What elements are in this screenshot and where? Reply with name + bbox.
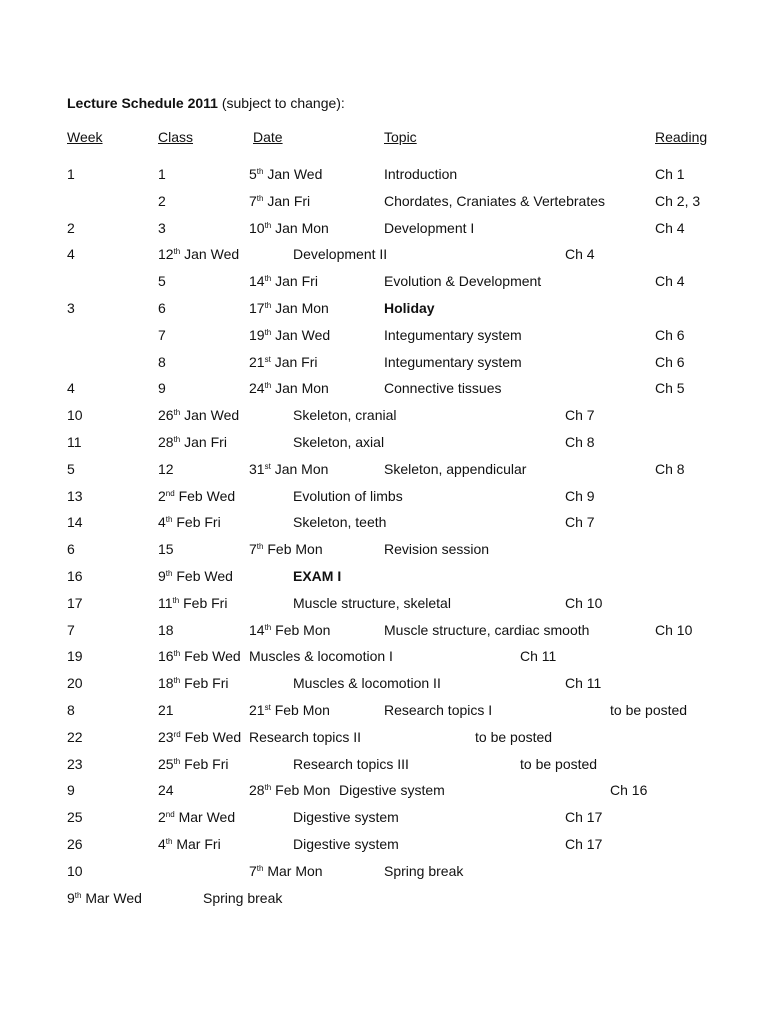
- schedule-cell: 20: [67, 675, 83, 692]
- date-ordinal-suffix: th: [165, 569, 173, 578]
- schedule-date: 19th Jan Wed: [249, 326, 331, 343]
- date-ordinal-suffix: th: [173, 247, 181, 257]
- schedule-cell: 6: [158, 300, 166, 316]
- schedule-cell: Integumentary system: [384, 326, 522, 343]
- date-ordinal-suffix: th: [256, 167, 264, 176]
- schedule-cell: Muscles & locomotion I: [249, 648, 393, 665]
- schedule-cell: Ch 7: [565, 514, 595, 531]
- schedule-cell: 1: [158, 166, 166, 182]
- header-class: Class: [158, 129, 194, 145]
- schedule-cell: Ch 8: [655, 460, 685, 477]
- schedule-date: 26th Jan Wed: [158, 407, 240, 424]
- schedule-cell: to be posted: [520, 755, 598, 772]
- schedule-cell: Muscles & locomotion II: [293, 675, 441, 692]
- schedule-cell: 11: [67, 434, 82, 450]
- schedule-cell: to be posted: [610, 702, 688, 718]
- date-ordinal-suffix: th: [172, 595, 180, 605]
- schedule-cell: 21: [158, 702, 174, 718]
- schedule-cell: 12: [158, 460, 174, 477]
- schedule-cell: Skeleton, appendicular: [384, 460, 527, 477]
- schedule-date: 17th Jan Mon: [249, 300, 329, 316]
- schedule-date: 18th Feb Fri: [158, 675, 229, 692]
- schedule-cell: 13: [67, 487, 83, 504]
- date-ordinal-suffix: th: [256, 542, 264, 552]
- schedule-cell: 2: [67, 219, 75, 236]
- schedule-cell: 7: [158, 326, 166, 343]
- title-note: (subject to change):: [217, 95, 345, 111]
- schedule-date: 31st Jan Mon: [249, 460, 329, 477]
- schedule-cell: 3: [158, 219, 166, 236]
- schedule-cell: 1: [67, 166, 75, 182]
- schedule-cell: 8: [67, 702, 75, 718]
- schedule-date: 14th Feb Mon: [249, 621, 331, 638]
- schedule-cell: Integumentary system: [384, 353, 522, 370]
- date-ordinal-suffix: th: [173, 676, 181, 686]
- schedule-cell: Introduction: [384, 166, 458, 182]
- schedule-date: 28th Jan Fri: [158, 434, 227, 450]
- date-ordinal-suffix: rd: [173, 729, 181, 739]
- schedule-date: 16th Feb Wed: [158, 648, 241, 665]
- schedule-title: [67, 95, 345, 111]
- schedule-cell: Muscle structure, skeletal: [293, 594, 451, 611]
- schedule-cell: Chordates, Craniates & Vertebrates: [384, 192, 606, 209]
- schedule-cell: 24: [158, 782, 174, 799]
- schedule-cell: Digestive system: [339, 782, 445, 799]
- schedule-cell: 2: [158, 192, 166, 209]
- date-ordinal-suffix: th: [173, 435, 181, 444]
- schedule-date: 24th Jan Mon: [249, 380, 329, 397]
- schedule-cell: Revision session: [384, 541, 490, 558]
- schedule-date: 5th Jan Wed: [249, 166, 323, 182]
- schedule-cell: Evolution & Development: [384, 273, 542, 290]
- schedule-cell: Research topics I: [384, 702, 493, 718]
- schedule-cell: Development I: [384, 219, 475, 236]
- schedule-cell: 26: [67, 836, 83, 852]
- schedule-cell: 17: [67, 594, 83, 611]
- schedule-cell: Skeleton, teeth: [293, 514, 387, 531]
- schedule-cell: 22: [67, 728, 83, 745]
- schedule-date: 2nd Mar Wed: [158, 809, 236, 826]
- schedule-date: 2nd Feb Wed: [158, 487, 236, 504]
- schedule-cell: Ch 4: [565, 246, 595, 263]
- schedule-cell: 18: [158, 621, 174, 638]
- date-ordinal-suffix: th: [264, 783, 272, 793]
- schedule-cell: 10: [67, 407, 83, 424]
- schedule-cell: 3: [67, 300, 75, 316]
- schedule-cell: Ch 1: [655, 166, 685, 182]
- schedule-cell: Ch 10: [565, 594, 603, 611]
- schedule-date: 4th Mar Fri: [158, 836, 221, 852]
- date-ordinal-suffix: th: [173, 649, 181, 659]
- schedule-date: 28th Feb Mon: [249, 782, 331, 799]
- schedule-cell: Muscle structure, cardiac smooth: [384, 621, 590, 638]
- date-ordinal-suffix: th: [165, 515, 173, 525]
- schedule-cell: 9: [67, 782, 75, 799]
- schedule-date: 10th Jan Mon: [249, 219, 329, 236]
- schedule-cell: 14: [67, 514, 83, 531]
- schedule-date: 11th Feb Fri: [158, 594, 228, 611]
- schedule-cell: Research topics III: [293, 755, 409, 772]
- schedule-cell: 8: [158, 353, 166, 370]
- date-ordinal-suffix: th: [264, 274, 272, 284]
- date-ordinal-suffix: nd: [165, 488, 175, 498]
- schedule-date: 7th Jan Fri: [249, 192, 311, 209]
- header-topic: Topic: [384, 129, 417, 145]
- header-reading: Reading: [655, 129, 708, 145]
- schedule-cell: EXAM I: [293, 568, 342, 584]
- date-ordinal-suffix: th: [74, 890, 82, 900]
- schedule-cell: Ch 6: [655, 326, 685, 343]
- schedule-cell: Skeleton, axial: [293, 434, 385, 450]
- date-ordinal-suffix: th: [264, 220, 272, 230]
- schedule-date: 9th Feb Wed: [158, 568, 233, 584]
- title-bold: Lecture Schedule 2011: [67, 95, 218, 111]
- schedule-date: 25th Feb Fri: [158, 755, 229, 772]
- header-week: Week: [67, 129, 103, 145]
- schedule-date: 21st Jan Fri: [249, 353, 318, 370]
- schedule-cell: Ch 7: [565, 407, 595, 424]
- schedule-cell: 19: [67, 648, 83, 665]
- schedule-cell: 6: [67, 541, 75, 558]
- schedule-date: 21st Feb Mon: [249, 702, 330, 718]
- schedule-cell: Holiday: [384, 300, 435, 316]
- schedule-cell: 5: [158, 273, 166, 290]
- schedule-cell: 15: [158, 541, 174, 558]
- schedule-cell: Skeleton, cranial: [293, 407, 397, 424]
- header-date: Date: [253, 129, 283, 145]
- date-ordinal-suffix: th: [165, 837, 173, 846]
- schedule-cell: Research topics II: [249, 728, 362, 745]
- date-ordinal-suffix: st: [264, 354, 271, 364]
- schedule-cell: 23: [67, 755, 83, 772]
- schedule-date: 14th Jan Fri: [249, 273, 318, 290]
- schedule-cell: 4: [67, 246, 75, 263]
- schedule-cell: Ch 9: [565, 487, 595, 504]
- schedule-cell: Ch 5: [655, 380, 685, 397]
- schedule-date: 23rd Feb Wed: [158, 728, 242, 745]
- schedule-cell: Spring break: [203, 889, 283, 906]
- date-ordinal-suffix: st: [264, 703, 271, 712]
- schedule-date: 7th Mar Mon: [249, 862, 323, 879]
- date-ordinal-suffix: th: [173, 408, 181, 418]
- schedule-date: 4th Feb Fri: [158, 514, 221, 531]
- schedule-cell: Connective tissues: [384, 380, 502, 397]
- schedule-cell: Ch 16: [610, 782, 648, 799]
- schedule-cell: 16: [67, 568, 83, 584]
- date-ordinal-suffix: th: [264, 622, 272, 632]
- date-ordinal-suffix: st: [264, 461, 271, 471]
- schedule-cell: Ch 6: [655, 353, 685, 370]
- schedule-cell: 9: [158, 380, 166, 397]
- schedule-cell: 5: [67, 460, 75, 477]
- date-ordinal-suffix: th: [256, 863, 264, 873]
- schedule-cell: Spring break: [384, 862, 464, 879]
- schedule-cell: 4: [67, 380, 75, 397]
- schedule-cell: Ch 17: [565, 836, 603, 852]
- date-ordinal-suffix: th: [264, 381, 272, 391]
- schedule-cell: Ch 11: [520, 648, 557, 665]
- schedule-cell: Ch 4: [655, 273, 685, 290]
- schedule-cell: to be posted: [475, 728, 553, 745]
- schedule-cell: Ch 17: [565, 809, 603, 826]
- schedule-cell: Development II: [293, 246, 388, 263]
- schedule-cell: Ch 4: [655, 219, 685, 236]
- date-ordinal-suffix: th: [256, 193, 264, 203]
- schedule-cell: Ch 8: [565, 434, 595, 450]
- schedule-cell: Ch 10: [655, 621, 693, 638]
- schedule-cell: Ch 2, 3: [655, 192, 701, 209]
- schedule-cell: Ch 11: [565, 675, 602, 692]
- schedule-date: 7th Feb Mon: [249, 541, 323, 558]
- schedule-cell: 10: [67, 862, 83, 879]
- schedule-date: 12th Jan Wed: [158, 246, 240, 263]
- date-ordinal-suffix: nd: [165, 810, 175, 820]
- schedule-date: 9th Mar Wed: [67, 889, 142, 906]
- schedule-cell: 25: [67, 809, 83, 826]
- date-ordinal-suffix: th: [173, 756, 181, 766]
- schedule-cell: 7: [67, 621, 75, 638]
- date-ordinal-suffix: th: [264, 301, 272, 310]
- schedule-cell: Digestive system: [293, 836, 399, 852]
- date-ordinal-suffix: th: [264, 327, 272, 337]
- schedule-cell: Digestive system: [293, 809, 399, 826]
- schedule-cell: Evolution of limbs: [293, 487, 403, 504]
